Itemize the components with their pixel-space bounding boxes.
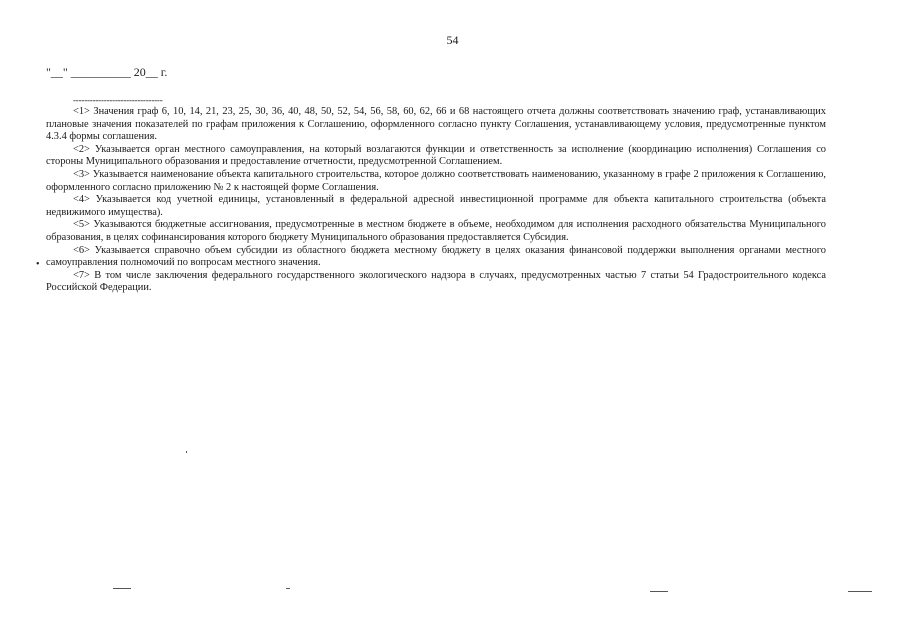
date-line: "__" __________ 20__ г. bbox=[46, 65, 168, 79]
footnote-5: <5> Указываются бюджетные ассигнования, предусмотренные в местном бюджете в объеме, необходимом для исполнения расходного обязательства Муниципального образования, в целях софинансирования которого бюджету Муниципального образования предоставляется Субсидия. bbox=[46, 219, 826, 243]
scan-artifact-dash bbox=[650, 591, 668, 592]
footnote-6: <6> Указывается справочно объем субсидии из областного бюджета местному бюджету в целях оказания финансовой поддержки выполнения органами местного самоуправления полномочий по вопросам местного значения. bbox=[46, 244, 826, 269]
scan-artifact-mark: • bbox=[36, 259, 40, 270]
scan-artifact-dash bbox=[113, 588, 131, 589]
page-number: 54 bbox=[446, 33, 459, 47]
footnote-3: <3> Указывается наименование объекта капитального строительства, которое должно соответствовать наименованию, указанному в графе 2 приложения к Соглашению, оформленного согласно приложению № 2 к настоящей форме Соглашения. bbox=[46, 168, 826, 193]
footnote-4: <4> Указывается код учетной единицы, установленный в федеральной адресной инвестиционной программе для объекта капитального строительства (объекта недвижимого имущества). bbox=[46, 194, 826, 218]
scan-artifact-dash bbox=[286, 588, 290, 589]
footnote-7: <7> В том числе заключения федерального государственного экологического надзора в случаях, предусмотренных частью 7 статьи 54 Градостроительного кодекса Российской Федерации. bbox=[46, 269, 826, 294]
scan-artifact-dash bbox=[848, 591, 872, 592]
scan-artifact-dot bbox=[186, 451, 187, 453]
footnote-separator: -------------------------------- bbox=[73, 95, 163, 105]
footnotes-block bbox=[46, 106, 826, 295]
footnote-2: <2> Указывается орган местного самоуправления, на который возлагаются функции и ответственность за исполнение (координацию исполнения) Соглашения со стороны Муниципального образования и предоставление отчетности, предусмотренной Соглашением. bbox=[46, 143, 826, 168]
footnote-1: <1> Значения граф 6, 10, 14, 21, 23, 25, 30, 36, 40, 48, 50, 52, 54, 56, 58, 60, 62, 66 и 68 настоящего отчета должны соответствовать значению граф, устанавливающих плановые значения показателей по графам приложения к Соглашению, оформленного согласно пункту Соглашения, устанавливающему условия, предусмотренные пунктом 4.3.4 формы соглашения. bbox=[46, 106, 826, 143]
